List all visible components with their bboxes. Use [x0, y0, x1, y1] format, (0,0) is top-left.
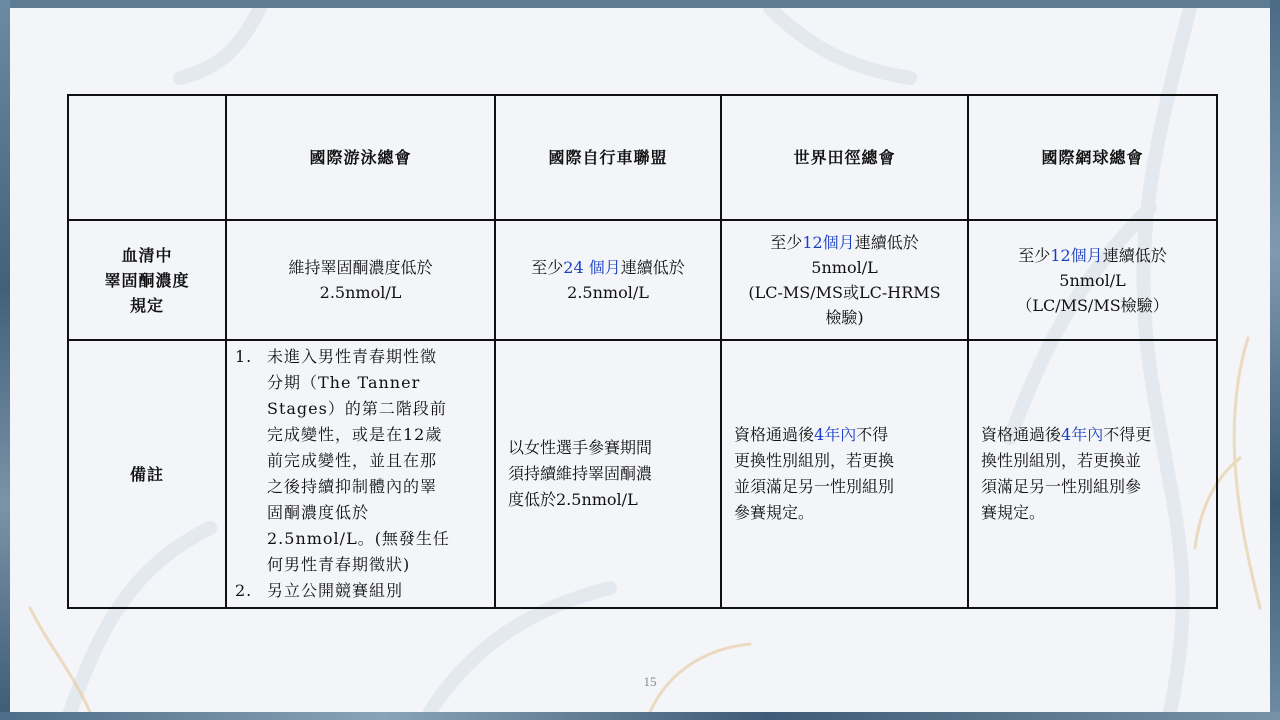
- highlighted-duration: 4年內: [814, 425, 857, 444]
- cell-testosterone-swimming: [226, 220, 495, 340]
- cell-notes-athletics: [721, 340, 968, 608]
- row-label-notes: 備註: [68, 340, 226, 608]
- text-segment: 至少: [770, 233, 803, 252]
- cell-line: 檢驗): [825, 308, 864, 327]
- cell-line: [969, 243, 1216, 268]
- background-right-edge: [1270, 0, 1280, 720]
- row-label-line: 睪固酮濃度: [104, 270, 190, 290]
- cell-line: 須滿足另一性別組別參: [981, 477, 1142, 496]
- cell-line: 度低於2.5nmol/L: [508, 490, 638, 509]
- cell-line: 維持睪固酮濃度低於: [288, 258, 433, 277]
- table-row-testosterone: [68, 220, 1217, 340]
- header-cell-tennis: 國際網球總會: [968, 95, 1217, 220]
- list-line: Stages）的第二階段前: [267, 399, 447, 418]
- list-number: 2.: [235, 581, 253, 600]
- cell-line: [722, 230, 967, 255]
- cell-line: 以女性選手參賽期間: [508, 438, 653, 457]
- list-line: 前完成變性，並且在那: [267, 451, 438, 470]
- cell-line: 須持續維持睪固酮濃: [508, 464, 653, 483]
- list-line: 何男性青春期徵狀): [267, 555, 411, 574]
- text-segment: 連續低於: [854, 233, 919, 252]
- comparison-table: [67, 94, 1218, 609]
- table-row-notes: [68, 340, 1217, 608]
- cell-testosterone-cycling: [495, 220, 721, 340]
- text-segment: 資格通過後: [981, 425, 1062, 444]
- cell-line: 更換性別組別，若更換: [734, 451, 895, 470]
- cell-line: 參賽規定。: [734, 503, 815, 522]
- row-label-line: 規定: [129, 295, 164, 315]
- slide: [10, 8, 1270, 712]
- list-line: 未進入男性青春期性徵: [267, 347, 438, 366]
- list-item: [235, 344, 484, 578]
- highlighted-duration: 12個月: [1050, 245, 1103, 265]
- cell-notes-cycling: [495, 340, 721, 608]
- list-number: 1.: [235, 347, 253, 366]
- list-line: 之後持續抑制體內的睪: [267, 477, 438, 496]
- header-cell-swimming: 國際游泳總會: [226, 95, 495, 220]
- page-number: 15: [643, 674, 657, 689]
- cell-line: [981, 422, 1204, 448]
- table-header-row: [68, 95, 1217, 220]
- cell-line: 2.5nmol/L: [567, 283, 649, 302]
- cell-line: （LC/MS/MS檢驗）: [1016, 295, 1169, 315]
- text-segment: 連續低於: [620, 258, 685, 277]
- cell-notes-tennis: [968, 340, 1217, 608]
- cell-notes-swimming: [226, 340, 495, 608]
- list-line: 完成變性，或是在12歲: [267, 425, 443, 444]
- text-segment: 連續低於: [1102, 245, 1167, 265]
- highlighted-duration: 24 個月: [563, 258, 621, 277]
- row-label-line: 血清中: [121, 245, 173, 265]
- highlighted-duration: 12個月: [802, 233, 855, 252]
- header-cell-cycling: 國際自行車聯盟: [495, 95, 721, 220]
- cell-testosterone-tennis: [968, 220, 1217, 340]
- header-cell-athletics: 世界田徑總會: [721, 95, 968, 220]
- cell-line: 2.5nmol/L: [319, 283, 402, 302]
- cell-testosterone-athletics: [721, 220, 968, 340]
- requirements-list: [227, 344, 494, 604]
- list-line: 分期（The Tanner: [267, 373, 421, 392]
- text-segment: 至少: [1018, 245, 1051, 265]
- cell-line: 並須滿足另一性別組別: [734, 477, 895, 496]
- row-label-testosterone: [68, 220, 226, 340]
- cell-line: [734, 422, 955, 448]
- cell-line: 換性別組別，若更換並: [981, 451, 1142, 470]
- highlighted-duration: 4年內: [1061, 425, 1104, 444]
- text-segment: 資格通過後: [734, 425, 815, 444]
- background-left-edge: [0, 0, 10, 720]
- text-segment: 至少: [531, 258, 564, 277]
- text-segment: 不得: [856, 425, 889, 444]
- background-bottom-edge: [0, 712, 1280, 720]
- list-line: 另立公開競賽組別: [267, 581, 404, 600]
- list-line: 固酮濃度低於: [267, 503, 370, 522]
- cell-line: 5nmol/L: [1059, 270, 1126, 290]
- text-segment: 不得更: [1103, 425, 1152, 444]
- list-item: [235, 578, 484, 604]
- cell-line: (LC-MS/MS或LC-HRMS: [748, 283, 941, 302]
- cell-line: [496, 255, 720, 280]
- header-cell-empty: [68, 95, 226, 220]
- list-line: 2.5nmol/L。(無發生任: [267, 529, 450, 548]
- cell-line: 賽規定。: [981, 503, 1046, 522]
- cell-line: 5nmol/L: [811, 258, 878, 277]
